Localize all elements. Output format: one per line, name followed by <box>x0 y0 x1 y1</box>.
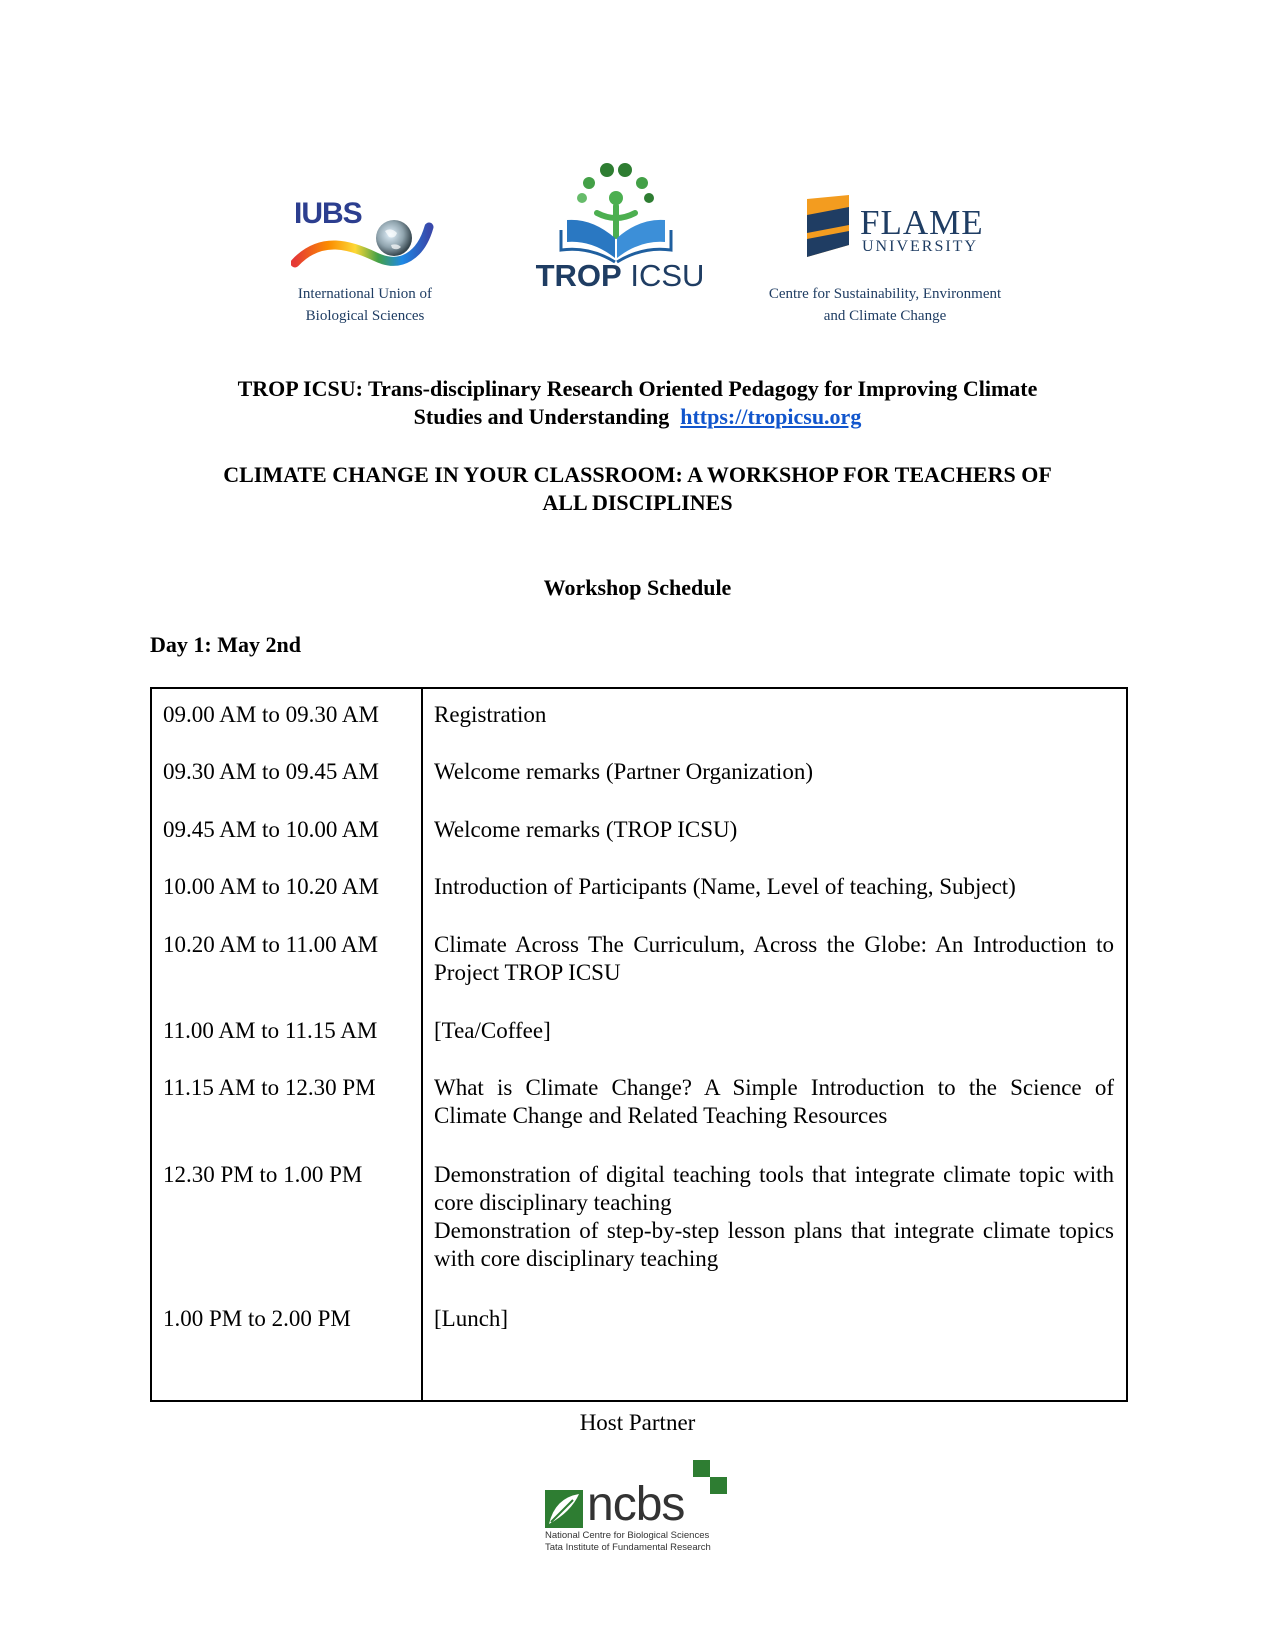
iubs-logo <box>285 195 445 345</box>
row-activity-line2: Demonstration of step-by-step lesson plans that integrate climate topics with core disciplinary teaching <box>434 1218 1114 1271</box>
tropicsu-link[interactable]: https://tropicsu.org <box>680 404 862 429</box>
trop-icsu-logo <box>527 158 707 308</box>
table-column-divider <box>421 689 423 1400</box>
ncbs-leaf-icon <box>545 1490 583 1528</box>
flame-caption-line1: Centre for Sustainability, Environment <box>768 286 1002 302</box>
ncbs-subtitle-line1: National Centre for Biological Sciences <box>545 1530 710 1541</box>
trop-wordmark <box>525 258 715 294</box>
flame-shield-icon <box>805 195 851 259</box>
row-time: 09.45 AM to 10.00 AM <box>163 817 379 842</box>
program-title-line2 <box>100 403 1175 431</box>
program-title-line1: TROP ICSU: Trans-disciplinary Research Oriented Pedagogy for Improving Climate <box>237 376 1038 401</box>
row-activity <box>434 1161 1114 1273</box>
flame-university-label: UNIVERSITY <box>862 238 978 255</box>
ncbs-subtitle <box>545 1530 735 1554</box>
row-time: 11.00 AM to 11.15 AM <box>163 1018 378 1043</box>
row-time: 09.00 AM to 09.30 AM <box>163 702 379 727</box>
workshop-title-line1: CLIMATE CHANGE IN YOUR CLASSROOM: A WORKSHOP FOR TEACHERS OF <box>223 462 1052 487</box>
row-time: 09.30 AM to 09.45 AM <box>163 759 379 784</box>
row-activity: Introduction of Participants (Name, Level of teaching, Subject) <box>434 874 1016 899</box>
row-time: 10.20 AM to 11.00 AM <box>163 932 379 957</box>
iubs-caption <box>275 283 455 327</box>
row-time: 10.00 AM to 10.20 AM <box>163 874 379 899</box>
trop-wordmark-bold: TROP <box>535 258 622 293</box>
program-title <box>100 375 1175 431</box>
ncbs-logo <box>545 1460 735 1560</box>
trop-wordmark-light: ICSU <box>630 258 705 293</box>
iubs-wordmark: IUBS <box>294 197 362 230</box>
trop-book-figure-icon <box>557 158 677 268</box>
iubs-rainbow-globe-icon <box>291 215 441 275</box>
row-activity: Welcome remarks (TROP ICSU) <box>434 817 738 842</box>
host-partner-label: Host Partner <box>579 1410 696 1435</box>
ncbs-subtitle-line2: Tata Institute of Fundamental Research <box>545 1542 711 1553</box>
schedule-table <box>150 687 1128 1402</box>
row-activity-line1: Demonstration of digital teaching tools that integrate climate topic with core disciplinary teaching <box>434 1162 1114 1215</box>
row-activity: What is Climate Change? A Simple Introduction to the Science of Climate Change and Related Teaching Resources <box>434 1075 1114 1128</box>
day-heading: Day 1: May 2nd <box>150 632 301 657</box>
flame-wordmark: FLAME <box>860 203 984 242</box>
ncbs-wordmark: ncbs <box>587 1478 685 1531</box>
row-time: 12.30 PM to 1.00 PM <box>163 1162 363 1187</box>
row-activity: Registration <box>434 702 547 727</box>
row-time: 1.00 PM to 2.00 PM <box>163 1306 351 1331</box>
row-time: 11.15 AM to 12.30 PM <box>163 1075 376 1100</box>
flame-caption <box>750 283 1020 327</box>
workshop-title-line2: ALL DISCIPLINES <box>542 490 733 515</box>
row-activity: [Tea/Coffee] <box>434 1018 551 1043</box>
ncbs-squares-icon <box>693 1460 733 1500</box>
workshop-title <box>100 461 1175 517</box>
program-title-line2-text: Studies and Understanding <box>413 404 670 429</box>
row-activity: Welcome remarks (Partner Organization) <box>434 759 813 784</box>
iubs-caption-line1: International Union of <box>297 286 433 302</box>
flame-caption-line2: and Climate Change <box>823 308 947 324</box>
flame-logo <box>750 195 1020 345</box>
iubs-caption-line2: Biological Sciences <box>305 308 425 324</box>
row-activity: Climate Across The Curriculum, Across the Globe: An Introduction to Project TROP ICSU <box>434 932 1114 985</box>
schedule-heading: Workshop Schedule <box>543 575 732 600</box>
row-activity: [Lunch] <box>434 1306 509 1331</box>
